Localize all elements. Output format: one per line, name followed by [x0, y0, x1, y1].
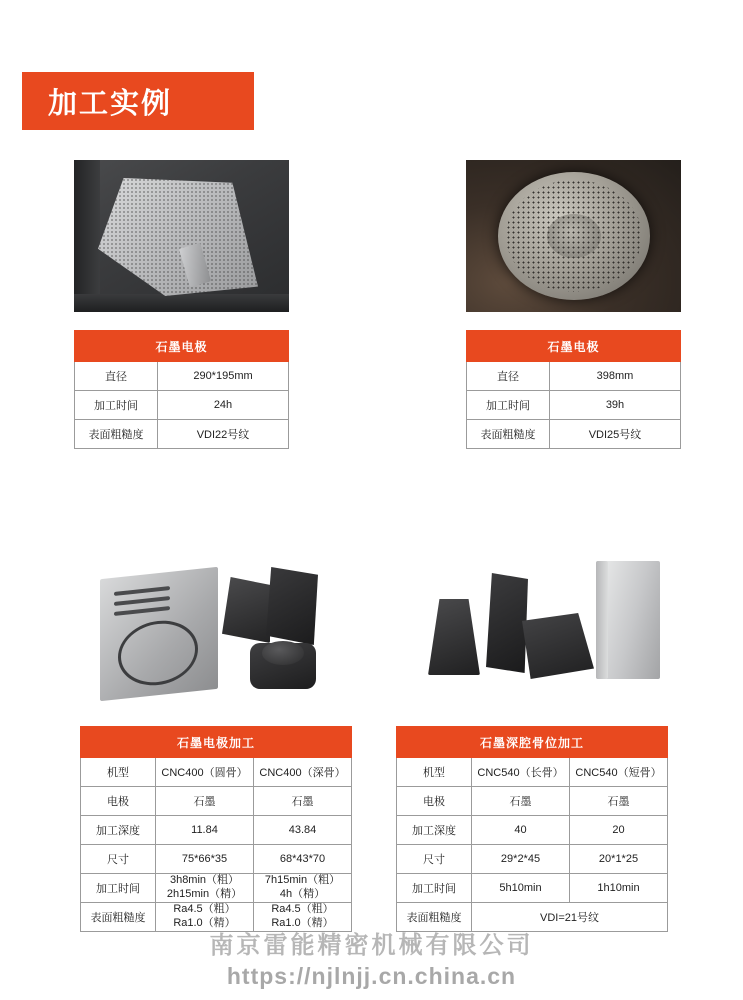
spec-value: 11.84 — [156, 816, 254, 845]
steel-mold-plate-edge — [596, 561, 608, 679]
spec-value: 石墨 — [472, 787, 570, 816]
spec-label: 表面粗糙度 — [467, 420, 550, 449]
spec-value: 39h — [550, 391, 681, 420]
spec-table-3-header: 石墨电极加工 — [81, 727, 352, 758]
spec-label: 加工深度 — [81, 816, 156, 845]
spec-label: 加工时间 — [467, 391, 550, 420]
spec-value: 石墨 — [570, 787, 668, 816]
spec-label: 直径 — [75, 362, 158, 391]
spec-value: 7h15min（粗） 4h（精） — [254, 874, 352, 903]
table-row — [397, 816, 668, 845]
perforated-plate — [98, 178, 258, 296]
perforated-disc — [498, 172, 650, 300]
spec-label: 加工时间 — [75, 391, 158, 420]
spec-value: 3h8min（粗） 2h15min（精） — [156, 874, 254, 903]
spec-table-3 — [80, 726, 352, 932]
spec-value: Ra4.5（粗） Ra1.0（精） — [254, 903, 352, 932]
spec-label: 加工时间 — [81, 874, 156, 903]
machine-table-bottom — [74, 294, 289, 312]
spec-table-4 — [396, 726, 668, 932]
graphite-deep-rib-parts-photo — [420, 555, 670, 715]
table-row — [397, 787, 668, 816]
page-title-banner — [22, 72, 254, 130]
spec-value: 75*66*35 — [156, 845, 254, 874]
table-row — [467, 391, 681, 420]
black-rib-electrode-tall — [486, 573, 528, 673]
spec-value: 29*2*45 — [472, 845, 570, 874]
spec-value: 24h — [158, 391, 289, 420]
spec-label: 电极 — [397, 787, 472, 816]
table-row — [81, 787, 352, 816]
spec-label: 机型 — [397, 758, 472, 787]
table-row — [81, 874, 352, 903]
graphite-electrode-parts-photo — [100, 555, 348, 715]
table-row — [81, 816, 352, 845]
black-electrode-block — [222, 577, 270, 643]
spec-value: 石墨 — [254, 787, 352, 816]
disc-center — [547, 214, 601, 258]
spec-value: 68*43*70 — [254, 845, 352, 874]
table-row — [397, 845, 668, 874]
spec-value: CNC540（短骨） — [570, 758, 668, 787]
table-row — [397, 874, 668, 903]
spec-value: CNC540（长骨） — [472, 758, 570, 787]
spec-value: 20*1*25 — [570, 845, 668, 874]
black-rib-electrode-small — [428, 599, 480, 675]
black-electrode-block — [266, 567, 318, 645]
table-row — [397, 758, 668, 787]
table-row — [467, 362, 681, 391]
spec-label: 尺寸 — [397, 845, 472, 874]
spec-label: 尺寸 — [81, 845, 156, 874]
spec-value: CNC400（深骨） — [254, 758, 352, 787]
spec-value: 1h10min — [570, 874, 668, 903]
spec-table-1-header: 石墨电极 — [75, 331, 289, 362]
machine-wall-left — [74, 160, 100, 312]
watermark-company: 南京雷能精密机械有限公司 — [209, 932, 534, 959]
spec-label: 表面粗糙度 — [81, 903, 156, 932]
spec-label: 直径 — [467, 362, 550, 391]
spec-value: 石墨 — [156, 787, 254, 816]
spec-table-4-header: 石墨深腔骨位加工 — [397, 727, 668, 758]
graphite-electrode-disc-photo — [466, 160, 681, 312]
spec-label: 电极 — [81, 787, 156, 816]
table-row — [75, 391, 289, 420]
spec-table-2 — [466, 330, 681, 449]
table-row — [75, 362, 289, 391]
graphite-electrode-trapezoid-photo — [74, 160, 289, 312]
spec-value: CNC400（圆骨） — [156, 758, 254, 787]
spec-label: 表面粗糙度 — [397, 903, 472, 932]
spec-value: 40 — [472, 816, 570, 845]
watermark-url: https://njlnjj.cn.china.cn — [226, 963, 517, 989]
spec-value: VDI=21号纹 — [472, 903, 668, 932]
table-row — [75, 420, 289, 449]
spec-label: 机型 — [81, 758, 156, 787]
spec-value: 290*195mm — [158, 362, 289, 391]
spec-label: 表面粗糙度 — [75, 420, 158, 449]
table-row — [81, 758, 352, 787]
black-rib-electrode-wide — [522, 613, 594, 679]
black-electrode-round-top — [262, 641, 304, 665]
spec-value: 20 — [570, 816, 668, 845]
spec-value: Ra4.5（粗） Ra1.0（精） — [156, 903, 254, 932]
spec-value: VDI22号纹 — [158, 420, 289, 449]
spec-label: 加工深度 — [397, 816, 472, 845]
page-title: 加工实例 — [48, 87, 173, 120]
spec-value: 5h10min — [472, 874, 570, 903]
table-row — [397, 903, 668, 932]
table-row — [81, 903, 352, 932]
spec-value: 398mm — [550, 362, 681, 391]
table-row — [467, 420, 681, 449]
table-row — [81, 845, 352, 874]
spec-value: VDI25号纹 — [550, 420, 681, 449]
spec-table-2-header: 石墨电极 — [467, 331, 681, 362]
spec-label: 加工时间 — [397, 874, 472, 903]
spec-table-1 — [74, 330, 289, 449]
spec-value: 43.84 — [254, 816, 352, 845]
